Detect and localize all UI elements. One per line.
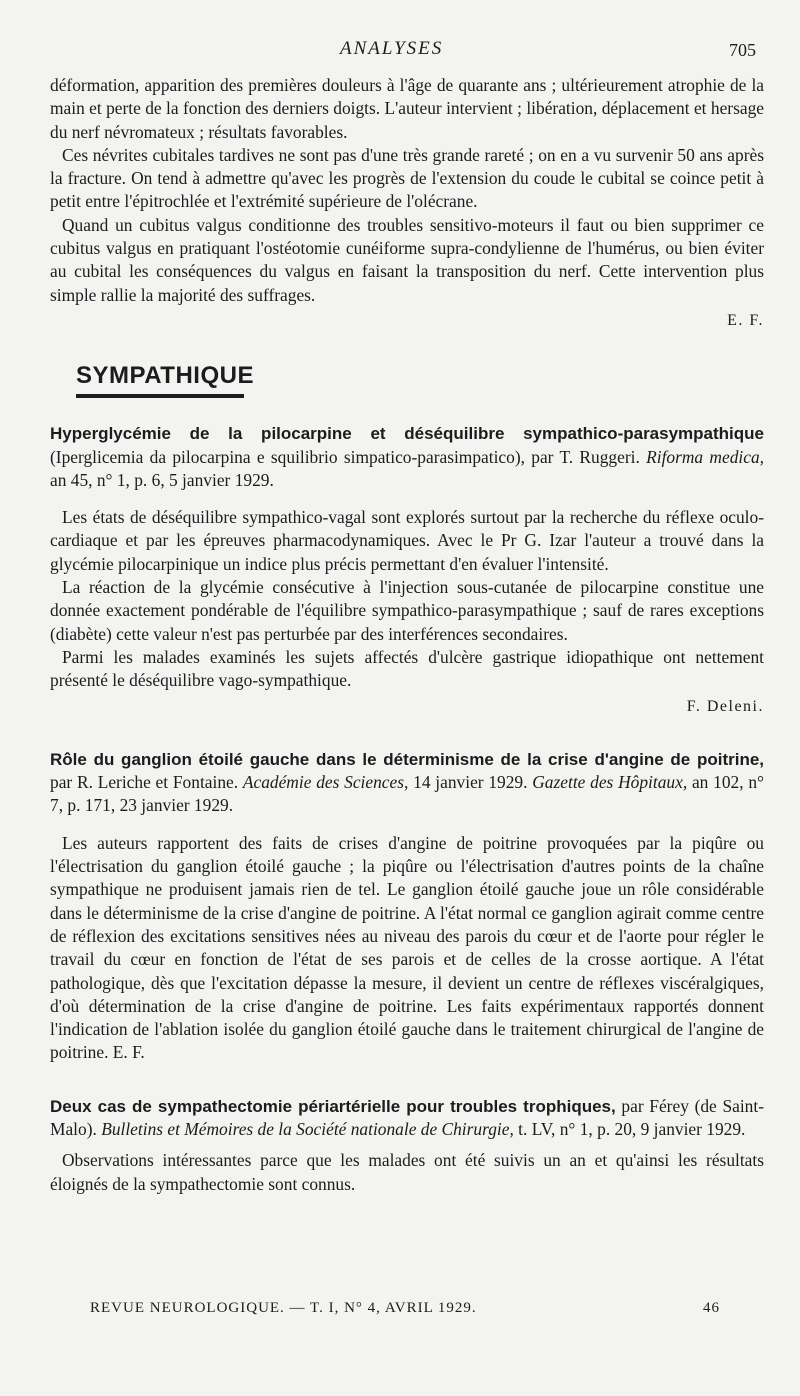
article-paragraph: Observations intéressantes parce que les malades ont été suivis un an et qu'ainsi les résultats éloignés de la sympathectomie sont connus.: [50, 1150, 764, 1194]
section-underline: [76, 394, 244, 398]
page-footer: [90, 1300, 720, 1317]
page-header: [0, 38, 800, 68]
intro-paragraph: Ces névrites cubitales tardives ne sont pas d'une très grande rareté ; on en a vu survenir 50 ans après la fracture. On tend à admettre qu'avec les progrès de l'extension du coude le cubital se coince petit à petit entre l'épitrochlée et l'extrémité supérieure de l'olécrane.: [50, 144, 764, 212]
article-citation: 14 janvier 1929.: [408, 772, 533, 793]
article-title: Hyperglycémie de la pilocarpine et déséquilibre sympathico-parasympathique: [50, 424, 764, 444]
section-title: SYMPATHIQUE: [76, 362, 254, 390]
article-header: [50, 422, 764, 492]
article-journal: Riforma medica,: [646, 446, 764, 467]
intro-signature: E. F.: [727, 311, 764, 329]
article-citation: an 45, n° 1, p. 6, 5 janvier 1929.: [50, 469, 274, 490]
sheet-number: 46: [703, 1300, 720, 1316]
article-reference: par R. Leriche et Fontaine.: [50, 772, 243, 793]
article-journal: Académie des Sciences,: [242, 772, 409, 793]
article-citation: t. LV, n° 1, p. 20, 9 janvier 1929.: [513, 1118, 746, 1139]
article-journal: Gazette des Hôpitaux,: [532, 772, 688, 793]
article-paragraph: Parmi les malades examinés les sujets affectés d'ulcère gastrique idiopathique ont nettement présenté le déséquilibre vago-sympathique.: [50, 646, 764, 691]
article-signature: F. Deleni.: [686, 697, 764, 715]
article: [50, 748, 764, 1065]
article-paragraph: Les auteurs rapportent des faits de crises d'angine de poitrine provoquées par la piqûre ou l'électrisation du ganglion étoilé gauche ; la piqûre ou l'électrisation d'autres points de la chaîne sympathique ne produisent jamais rien de tel. Le ganglion étoilé gauche joue un rôle considérable dans le déterminisme de la crise d'angine de poitrine. A l'état normal ce ganglion agirait comme centre de réflexion des excitations sensitives nées au niveau des parois du cœur et de l'aorte pour régler le travail du cœur en fonction de l'état de ses parois et de celles de la crosse aortique. A l'état pathologique, dès que l'excitation dépasse la mesure, il devient un centre de réflexes viscéralgiques, d'où détermination de la crise d'angine de poitrine. Les faits expérimentaux rapportés donnent l'indication de l'ablation isolée du ganglion étoilé gauche dans le traitement chirurgical de l'angine de poitrine. E. F.: [50, 832, 764, 1063]
article-header: [50, 1095, 764, 1142]
intro-paragraph: déformation, apparition des premières douleurs à l'âge de quarante ans ; ultérieurement atrophie de la main et perte de la fonction des derniers doigts. L'auteur intervient ; libération, déplacement et hersage du nerf névromateux ; résultats favorables.: [50, 75, 764, 142]
article-paragraph: La réaction de la glycémie consécutive à l'injection sous-cutanée de pilocarpine constitue une donnée exactement pondérable de l'équilibre sympathico-parasympathique ; sauf de rares exceptions (diabète) cette valeur n'est pas perturbée par des interférences secondaires.: [50, 577, 764, 644]
article-header: [50, 748, 764, 818]
section-heading: [76, 362, 764, 398]
intro-paragraph: Quand un cubitus valgus conditionne des troubles sensitivo-moteurs il faut ou bien supprimer ce cubitus valgus en pratiquant l'ostéotomie cunéiforme supra-condylienne de l'humérus, ou bien éviter au cubital les conséquences du valgus en faisant la transposition du nerf. Cette intervention plus simple rallie la majorité des suffrages.: [50, 214, 764, 305]
article-reference: par Férey (de Saint-Malo).: [50, 1095, 764, 1139]
article-title: Deux cas de sympathectomie périartérielle pour troubles trophiques,: [50, 1096, 616, 1116]
article-reference: (Iperglicemia da pilocarpina e squilibrio simpatico-parasimpatico), par T. Ruggeri.: [50, 446, 647, 467]
page-content: [50, 74, 764, 1196]
article: [50, 422, 764, 718]
article-title: Rôle du ganglion étoilé gauche dans le déterminisme de la crise d'angine de poitrine,: [50, 749, 764, 769]
article: [50, 1095, 764, 1196]
journal-footer: REVUE NEUROLOGIQUE. — T. I, N° 4, AVRIL 1929.: [90, 1300, 477, 1316]
article-journal: Bulletins et Mémoires de la Société nationale de Chirurgie,: [101, 1118, 514, 1139]
article-citation: an 102, n° 7, p. 171, 23 janvier 1929.: [50, 772, 764, 816]
article-paragraph: Les états de déséquilibre sympathico-vagal sont explorés surtout par la recherche du réflexe oculo-cardiaque et par les épreuves pharmacodynamiques. Avec le Pr G. Izar l'auteur a trouvé dans la glycémie pilocarpinique un indice plus précis permettant d'en évaluer l'intensité.: [50, 507, 764, 574]
page-number: 705: [729, 40, 756, 60]
running-title: ANALYSES: [340, 38, 444, 59]
